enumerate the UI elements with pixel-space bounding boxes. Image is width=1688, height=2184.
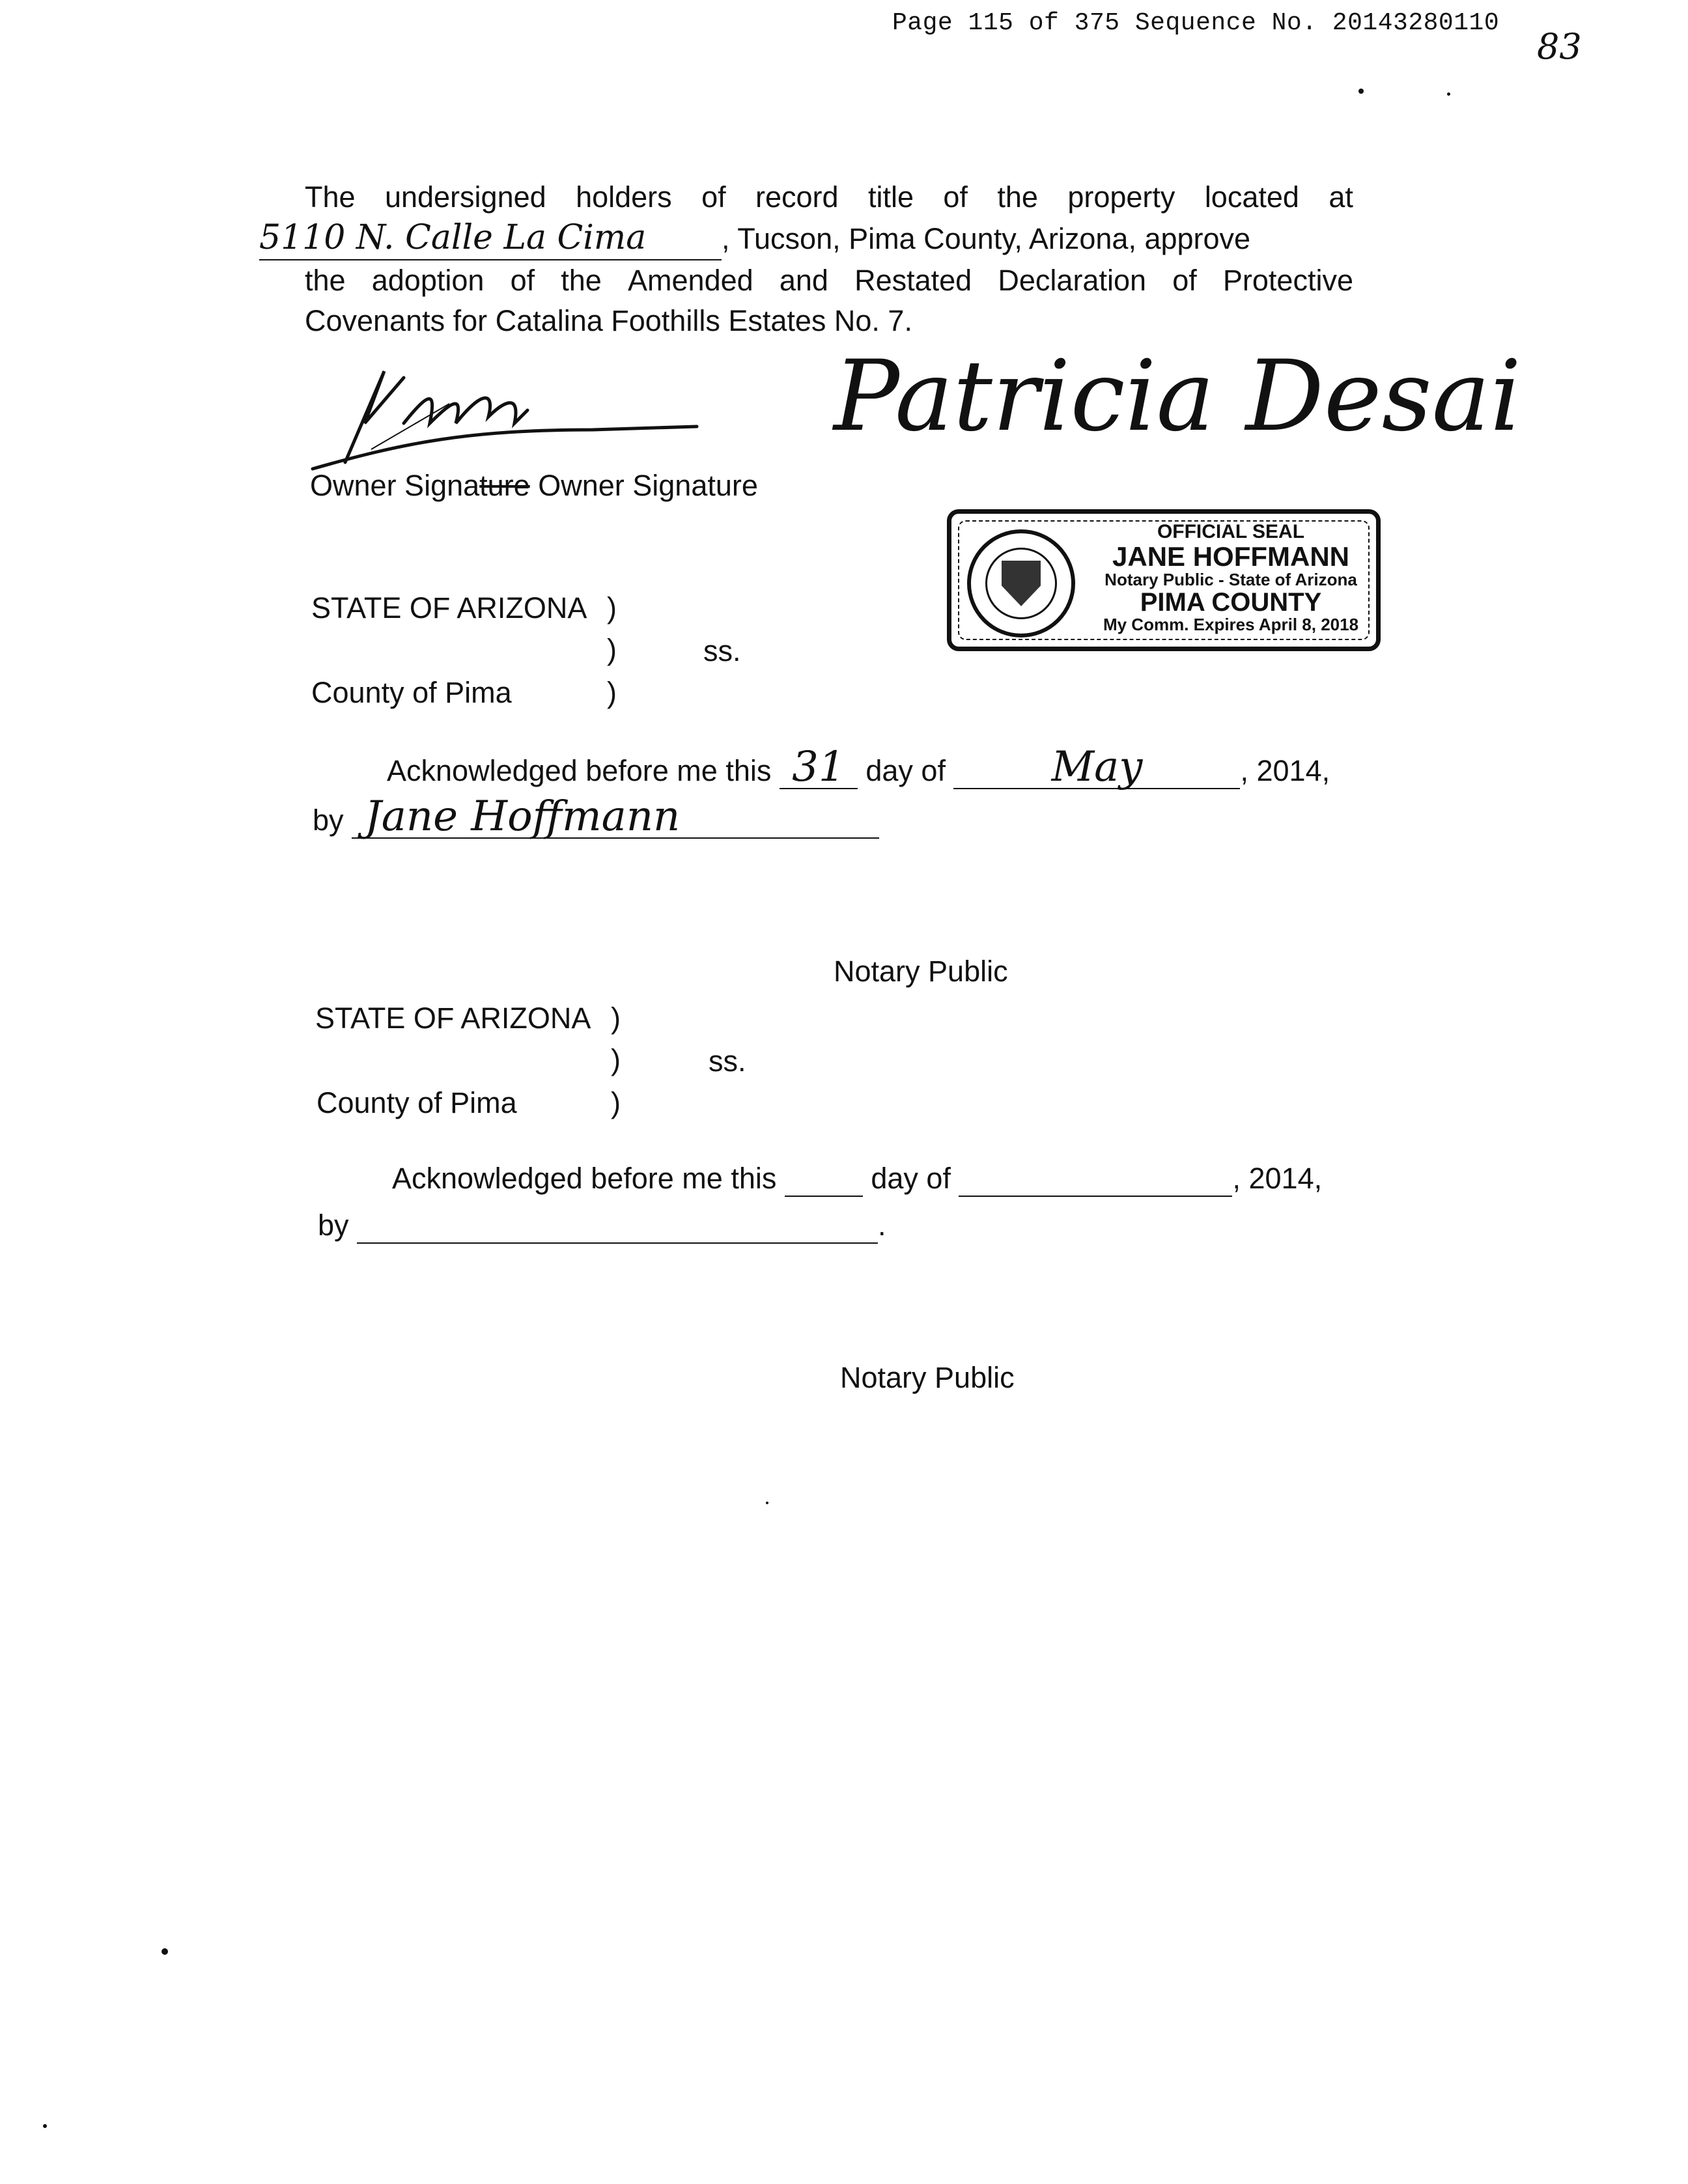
page-sequence-header: Page 115 of 375 Sequence No. 20143280110 [892,9,1500,37]
word: holders [576,180,672,214]
approval-line-3 [305,260,1353,301]
word: of [701,180,726,214]
scan-speck [162,1948,168,1955]
ack-year: , 2014, [1240,754,1330,787]
venue-ss-1: ss. [703,634,741,667]
owner-signature-labels [310,469,758,503]
ack-text: Acknowledged before me this [392,1162,777,1195]
word: undersigned [384,180,546,214]
by-label: by [313,804,344,837]
acknowledgment-line-2 [392,1162,1322,1197]
label-text: O [310,469,333,502]
owner-signature-2 [827,326,1522,469]
acknowledgment-by-line-1 [313,792,879,841]
label-struck-text: ture [479,469,530,502]
by-field [352,792,879,841]
notary-public-label-2: Notary Public [840,1361,1015,1394]
notary-official-seal-stamp [947,509,1381,651]
word: title [867,180,914,214]
month-value-handwritten: May [1051,743,1143,791]
word: of [943,180,968,214]
stamp-expiry: My Comm. Expires April 8, 2018 [1103,614,1359,634]
day-field-blank [785,1162,863,1197]
word: The [305,180,356,214]
approval-line-2 [259,217,1353,260]
word: Restated [854,264,972,297]
label-text: wner Signa [333,469,480,502]
word: located [1204,180,1299,214]
venue-ss-2: ss. [709,1044,746,1078]
owner-signature-1 [306,352,749,482]
handwritten-page-number: 83 [1537,26,1582,67]
word: the [997,180,1038,214]
word: adoption [371,264,485,297]
word: record [755,180,839,214]
approval-line-4: Covenants for Catalina Foothills Estates No. 7. [305,304,912,337]
word: and [779,264,828,297]
paren: ) [611,1001,621,1035]
notary-public-label-1: Notary Public [834,955,1008,988]
paren: ) [607,591,617,624]
paren: ) [611,1086,621,1119]
ack-text: day of [865,754,946,787]
word: Declaration [998,264,1147,297]
word: of [1172,264,1197,297]
paren: ) [611,1043,621,1076]
scan-speck [1358,89,1364,94]
ack-year: , 2014, [1232,1162,1323,1195]
word: Amended [628,264,753,297]
word: the [561,264,602,297]
stamp-text [1091,522,1371,634]
ack-text: day of [871,1162,951,1195]
scan-speck [43,2124,47,2128]
approval-line-1 [305,177,1353,217]
scan-speck [766,1502,768,1504]
signer-2-signature-text: Patricia Desai [834,340,1522,453]
stamp-official-seal: OFFICIAL SEAL [1157,521,1305,542]
day-value-handwritten: 31 [792,743,845,791]
by-end-period: . [878,1209,886,1242]
paren: ) [607,676,617,709]
by-field-blank [357,1209,878,1244]
stamp-notary-title: Notary Public - State of Arizona [1104,569,1357,589]
stamp-county: PIMA COUNTY [1140,587,1322,617]
stamp-notary-name: JANE HOFFMANN [1112,540,1349,572]
acknowledgment-by-line-2 [318,1209,886,1244]
month-field-blank [959,1162,1232,1197]
venue-county-2: County of Pima [316,1086,517,1119]
approval-line-2-text: , Tucson, Pima County, Arizona, approve [722,222,1251,255]
word: the [305,264,346,297]
property-address-field [259,217,1250,260]
by-label: by [318,1209,349,1242]
word: property [1067,180,1175,214]
day-field [780,743,858,791]
acknowledgment-line-1 [387,743,1330,791]
paren: ) [607,633,617,666]
word: of [510,264,535,297]
ack-text: Acknowledged before me this [387,754,772,787]
venue-state-1: STATE OF ARIZONA [311,591,587,624]
scan-speck [1447,92,1450,96]
by-value-handwritten: Jane Hoffmann [365,792,681,841]
venue-state-2: STATE OF ARIZONA [315,1001,591,1035]
venue-county-1: County of Pima [311,676,512,709]
word: at [1329,180,1353,214]
label-text: Owner Signature [529,469,758,502]
word: Protective [1222,264,1353,297]
approval-paragraph [259,177,1353,341]
property-address-handwritten: 5110 N. Calle La Cima [259,218,647,257]
arizona-state-seal-icon [967,529,1075,637]
month-field [953,743,1240,791]
